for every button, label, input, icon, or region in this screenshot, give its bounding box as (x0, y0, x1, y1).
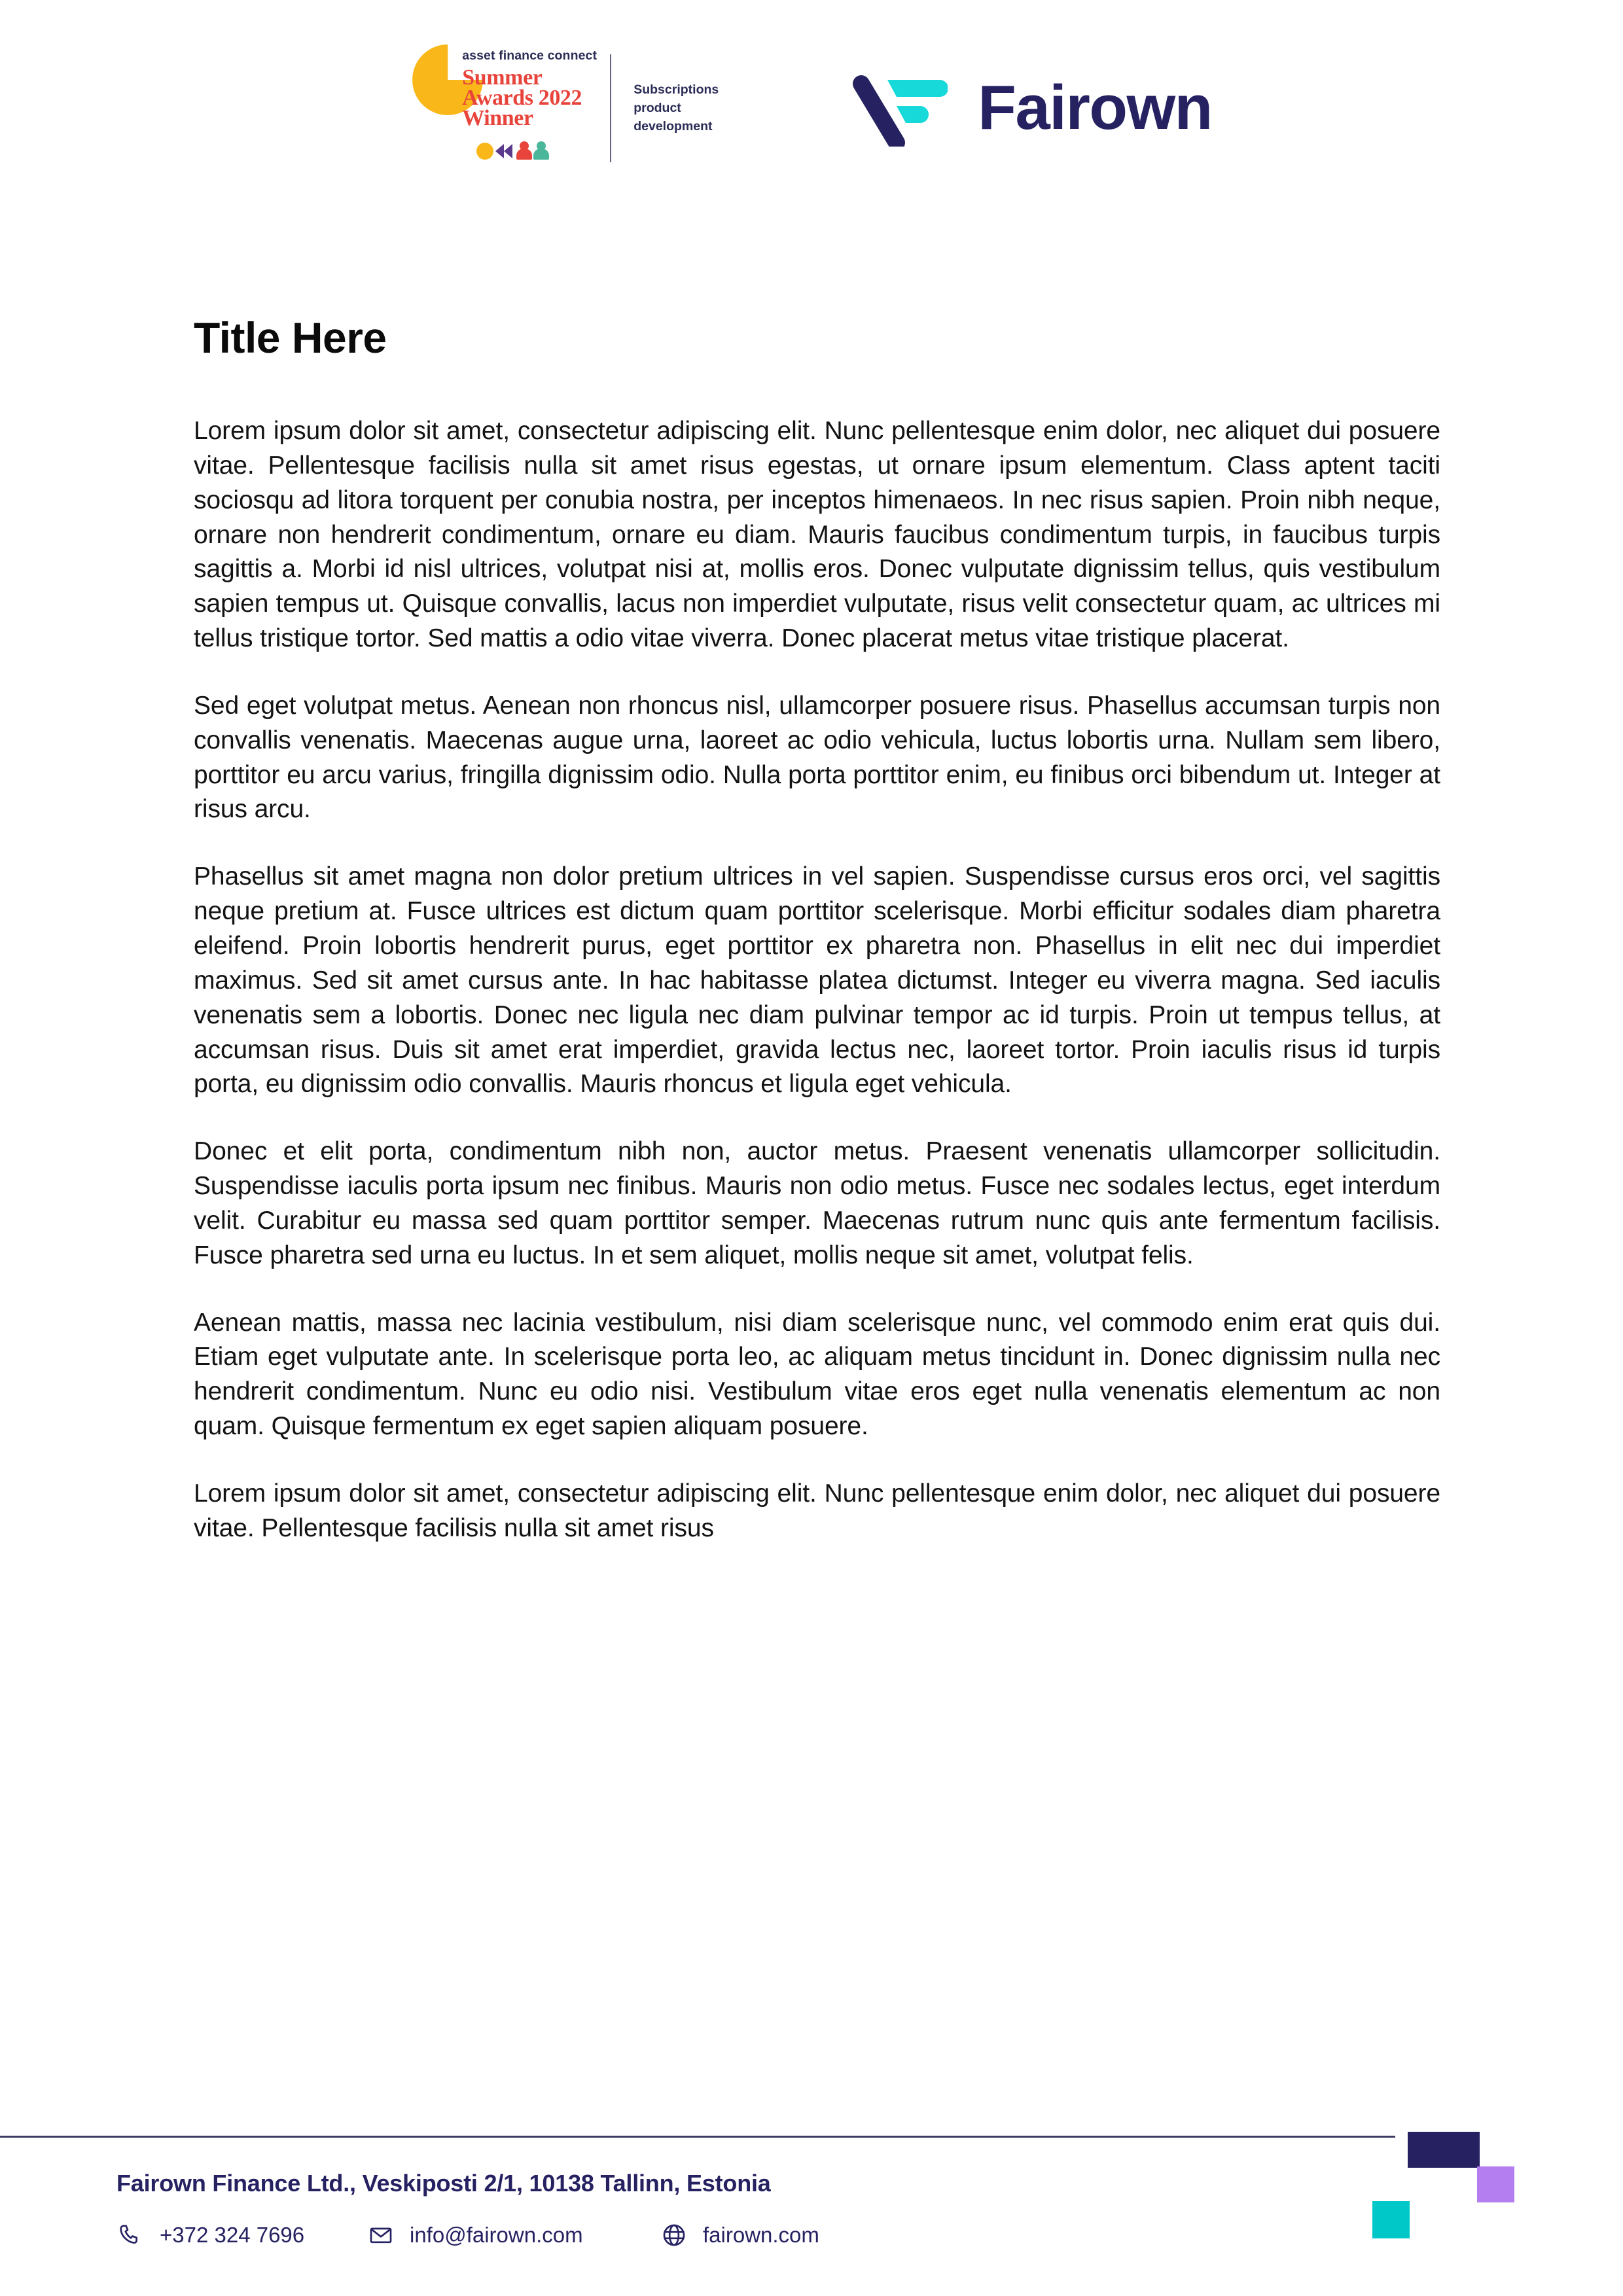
award-title-line3: Winner (462, 106, 533, 131)
page-header (0, 0, 1623, 216)
decoration-square-purple (1477, 2166, 1514, 2202)
document-body (194, 414, 1440, 1546)
award-badge-text (462, 48, 597, 131)
award-badge-divider (610, 54, 611, 162)
body-paragraph: Aenean mattis, massa nec lacinia vestibulum, nisi diam scelerisque nunc, vel commodo enim erat quis dui. Etiam eget vulputate ante. In scelerisque porta leo, ac aliquam metus tincidunt in. Donec dignissim nulla nec hendrerit condimentum. Nunc eu odio nisi. Vestibulum vitae eros eget nulla venenatis elementum ac non quam. Quisque fermentum ex eget sapien aliquam posuere. (194, 1308, 1440, 1441)
contact-email[interactable] (366, 2221, 660, 2250)
envelope-icon (366, 2221, 395, 2250)
page-footer (116, 2170, 1229, 2250)
globe-icon (660, 2221, 688, 2250)
contact-phone[interactable] (116, 2221, 366, 2250)
fairown-logo (849, 69, 1212, 147)
award-title-line2: Awards 2022 (462, 85, 582, 110)
body-paragraph: Lorem ipsum dolor sit amet, consectetur adipiscing elit. Nunc pellentesque enim dolor, nec aliquet dui posuere vitae. Pellentesque facilisis nulla sit amet risus (194, 1479, 1440, 1542)
footer-contacts (116, 2221, 1229, 2250)
body-paragraph: Donec et elit porta, condimentum nibh non, auctor metus. Praesent venenatis ullamcorper sollicitudin. Suspendisse iaculis porta ipsum nec finibus. Mauris non odio metus. Fusce nec sodales lectus, eget interdum velit. Curabitur eu massa sed quam porttitor semper. Maecenas rutrum nunc quis ante fermentum facilisis. Fusce pharetra sed urna eu luctus. In et sem aliquet, mollis neque sit amet, volutpat felis. (194, 1137, 1440, 1269)
award-title (462, 67, 586, 129)
award-org-label: asset finance connect (462, 48, 597, 63)
company-address: Fairown Finance Ltd., Veskiposti 2/1, 10138 Tallinn, Estonia (116, 2170, 771, 2197)
award-badge-decoration (476, 140, 549, 160)
award-category-line3: development (633, 119, 713, 134)
person-icon-teal (533, 141, 549, 160)
website-url: fairown.com (703, 2223, 819, 2247)
decoration-square-navy (1408, 2132, 1480, 2168)
person-icon-red (516, 141, 532, 160)
phone-number: +372 324 7696 (160, 2223, 305, 2247)
award-category-line2: product (633, 100, 681, 115)
award-badge (411, 33, 719, 183)
fairown-wordmark: Fairown (978, 73, 1212, 143)
body-paragraph: Lorem ipsum dolor sit amet, consectetur adipiscing elit. Nunc pellentesque enim dolor, nec aliquet dui posuere vitae. Pellentesque facilisis nulla sit amet risus egestas, ut ornare ipsum elementum. Class aptent taciti sociosqu ad litora torquent per conubia nostra, per inceptos himenaeos. In nec risus sapien. Proin nibh neque, ornare non hendrerit condimentum, ornare eu diam. Mauris faucibus condimentum turpis, in faucibus turpis sagittis a. Morbi id nisl ultrices, volutpat nisi at, mollis eros. Donec vulputate dignissim tellus, quis vestibulum sapien tempus ut. Quisque convallis, lacus non imperdiet vulputate, risus velit consectetur quam, ac ultrices mi tellus tristique tortor. Sed mattis a odio vitae viverra. Donec placerat metus vitae tristique placerat. (194, 417, 1440, 653)
body-paragraph: Phasellus sit amet magna non dolor pretium ultrices in vel sapien. Suspendisse cursus eros orci, vel sagittis neque pretium at. Fusce ultrices est dictum quam porttitor scelerisque. Morbi efficitur sodales diam pharetra eleifend. Proin lobortis hendrerit purus, eget porttitor ex pharetra non. Phasellus in elit nec dui imperdiet maximus. Sed sit amet cursus ante. In hac habitasse platea dictumst. Integer eu viverra magna. Sed iaculis venenatis sem a lobortis. Donec nec ligula nec diam pulvinar tempor ac id turpis. Proin ut tempus tellus, at accumsan risus. Duis sit amet erat imperdiet, gravida lectus nec, laoreet tortor. Proin iaculis risus id turpis porta, eu dignissim odio convallis. Mauris rhoncus et ligula eget vehicula. (194, 862, 1440, 1099)
page-title: Title Here (194, 313, 387, 362)
award-category (633, 80, 719, 136)
award-badge-logo (411, 33, 597, 183)
contact-website[interactable] (660, 2221, 819, 2250)
award-category-line1: Subscriptions (633, 82, 719, 97)
circle-icon (476, 143, 493, 160)
decoration-square-cyan (1372, 2201, 1410, 2238)
footer-divider (0, 2136, 1395, 2138)
email-address: info@fairown.com (410, 2223, 583, 2247)
award-title-line1: Summer (462, 65, 543, 90)
body-paragraph: Sed eget volutpat metus. Aenean non rhoncus nisl, ullamcorper posuere risus. Phasellus accumsan turpis non convallis venenatis. Maecenas augue urna, laoreet ac odio vehicula, luctus lobortis urna. Nullam sem libero, porttitor eu arcu varius, fringilla dignissim odio. Nulla porta porttitor enim, eu finibus orci bibendum ut. Integer at risus arcu. (194, 691, 1440, 824)
fairown-logo-mark-icon (849, 69, 948, 147)
phone-icon (116, 2221, 145, 2250)
double-arrow-icon (495, 143, 515, 160)
